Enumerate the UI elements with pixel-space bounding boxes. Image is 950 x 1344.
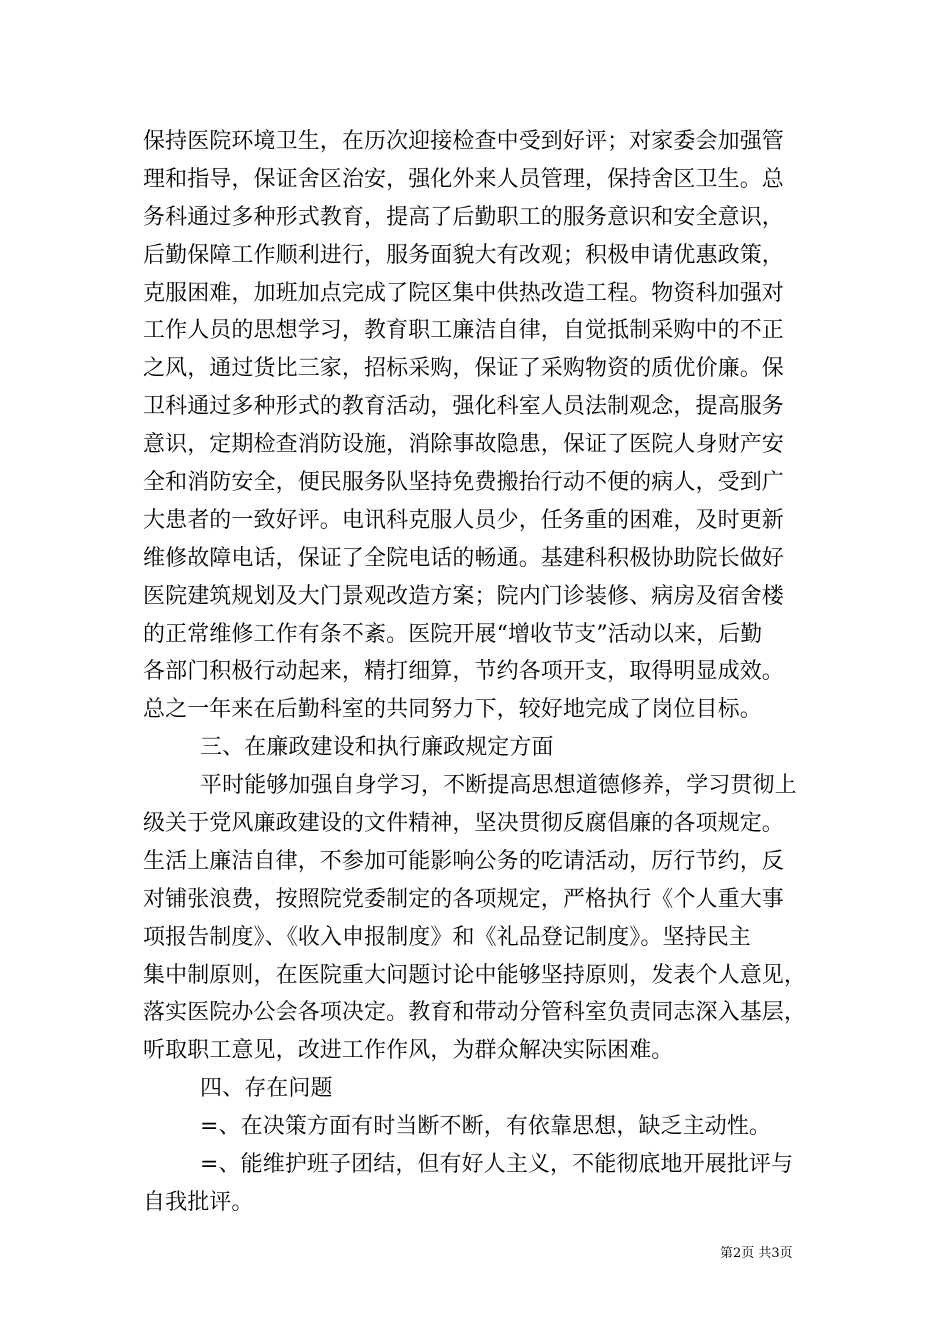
document-body — [143, 123, 811, 1222]
text-line: =、在决策方面有时当断不断，有依靠思想，缺乏主动性。 — [200, 1114, 772, 1140]
text-line: 平时能够加强自身学习，不断提高思想道德修养，学习贯彻上 — [200, 773, 797, 799]
text-line: 维修故障电话，保证了全院电话的畅通。基建科积极协助院长做好 — [143, 545, 784, 571]
text-line: 之风，通过货比三家，招标采购，保证了采购物资的质优价廉。保 — [143, 356, 784, 382]
text-line: 对铺张浪费，按照院党委制定的各项规定，严格执行《个人重大事 — [143, 886, 784, 912]
text-line: 工作人员的思想学习，教育职工廉洁自律，自觉抵制采购中的不正 — [143, 318, 784, 344]
text-line: 克服困难，加班加点完成了院区集中供热改造工程。物资科加强对 — [143, 280, 784, 306]
text-line: 理和指导，保证舍区治安，强化外来人员管理，保持舍区卫生。总 — [143, 166, 784, 192]
text-line: 生活上廉洁自律，不参加可能影响公务的吃请活动，厉行节约，反 — [143, 848, 784, 874]
text-line: 自我批评。 — [143, 1189, 254, 1215]
text-line: 大患者的一致好评。电讯科克服人员少，任务重的困难，及时更新 — [143, 507, 784, 533]
text-line: 听取职工意见，改进工作作风，为群众解决实际困难。 — [143, 1038, 674, 1064]
text-line: 意识，定期检查消防设施，消除事故隐患，保证了医院人身财产安 — [143, 432, 784, 458]
text-line: 三、在廉政建设和执行廉政规定方面 — [200, 735, 554, 761]
text-line: 集中制原则，在医院重大问题讨论中能够坚持原则，发表个人意见， — [143, 962, 807, 988]
text-line: 全和消防安全，便民服务队坚持免费搬抬行动不便的病人，受到广 — [143, 470, 784, 496]
text-line: 落实医院办公会各项决定。教育和带动分管科室负责同志深入基层， — [143, 1000, 807, 1026]
text-line: 总之一年来在后勤科室的共同努力下，较好地完成了岗位目标。 — [143, 697, 762, 723]
text-line: 项报告制度》、《收入申报制度》和《礼品登记制度》。坚持民主 — [143, 924, 751, 950]
text-line: 各部门积极行动起来，精打细算，节约各项开支，取得明显成效。 — [143, 659, 784, 685]
page-number: 第2页 共3页 — [720, 1246, 793, 1261]
text-line: 级关于党风廉政建设的文件精神，坚决贯彻反腐倡廉的各项规定。 — [143, 811, 784, 837]
text-line: 保持医院环境卫生，在历次迎接检查中受到好评；对家委会加强管 — [143, 129, 784, 154]
text-line: 务科通过多种形式教育，提高了后勤职工的服务意识和安全意识， — [143, 204, 784, 230]
text-line: =、能维护班子团结，但有好人主义，不能彻底地开展批评与 — [200, 1152, 794, 1178]
text-line: 卫科通过多种形式的教育活动，强化科室人员法制观念，提高服务 — [143, 394, 784, 420]
text-line: 医院建筑规划及大门景观改造方案；院内门诊装修、病房及宿舍楼 — [143, 583, 784, 609]
text-line: 的正常维修工作有条不紊。医院开展“增收节支”活动以来，后勤 — [143, 621, 763, 647]
text-line: 后勤保障工作顺利进行，服务面貌大有改观；积极申请优惠政策， — [143, 242, 784, 268]
text-line: 四、存在问题 — [200, 1076, 333, 1102]
